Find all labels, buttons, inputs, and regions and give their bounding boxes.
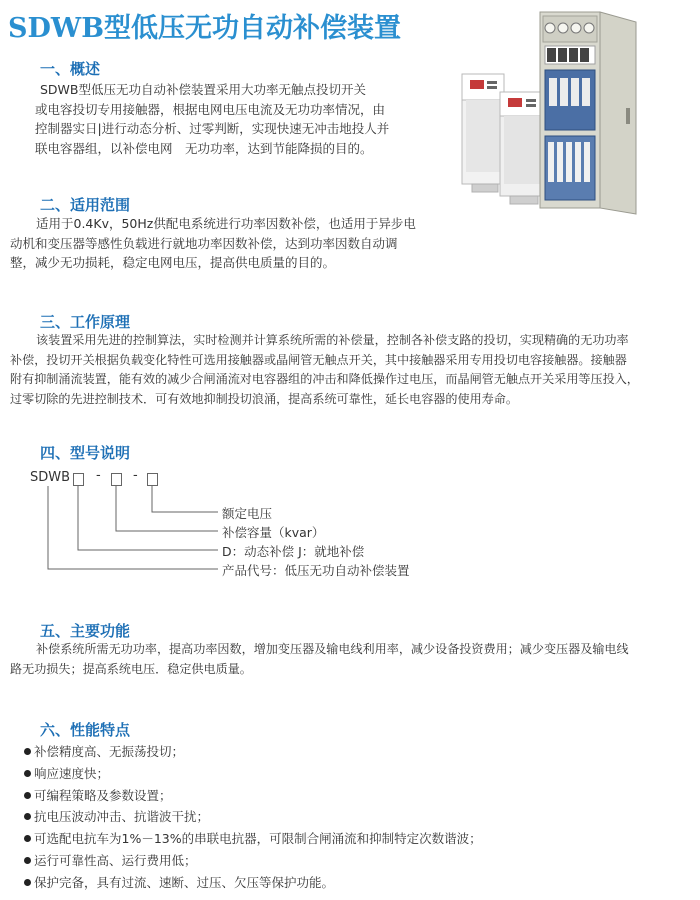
model-label-product-code: 产品代号：低压无功自动补偿装置 [222,563,410,578]
bullet-icon [24,792,31,799]
principle-line: 补偿，投切开关根据负载变化特性可选用接触器或晶闸管无触点开关，其中接触器采用专用投切电容接触器。接触器 [10,352,627,367]
overview-line: 控制器实日|进行动态分析、过零判断，实现快速无冲击地投人并 [35,121,390,136]
feature-text: 保护完备，具有过流、速断、过压、欠压等保护功能。 [34,874,335,890]
overview-heading: 一、概述 [40,60,101,78]
bullet-icon [24,879,31,886]
scope-line: 动机和变压器等感性负载进行就地功率因数补偿，达到功率因数自动调 [10,235,398,251]
functions-text [10,640,629,679]
list-item [24,828,482,850]
switchgear-cabinet [540,12,600,208]
model-label-capacity: 补偿容量（kvar） [222,525,325,540]
principle-text [10,331,639,409]
list-item [24,763,482,785]
principle-line: 过零切除的先进控制技术．可有效地抑制投切浪涌，提高系统可靠性，延长电容器的使用寿命。 [10,391,518,406]
scope-heading: 二、适用范围 [40,196,131,214]
principle-heading: 三、工作原理 [40,313,131,331]
list-item [24,806,482,828]
cabinet-door [600,12,636,214]
model-code-dash: - [96,468,101,483]
features-list [24,741,482,894]
bullet-icon [24,813,31,820]
capacitor-unit-right [500,92,544,204]
model-label-compensation-type: D：动态补偿 J：就地补偿 [222,544,365,559]
overview-line: SDWB型低压无功自动补偿装置采用大功率无触点投切开关 [40,82,366,97]
scope-text [10,214,416,273]
model-code-dash: - [133,468,138,483]
principle-line: 该装置采用先进的控制算法，实时检测并计算系统所需的补偿量，控制各补偿支路的投切，实现精确的无功功率 [36,333,629,347]
functions-line: 路无功损失；提高系统电压．稳定供电质量。 [10,661,252,676]
page-title: SDWB型低压无功自动补偿装置 [8,13,402,44]
feature-text: 抗电压波动冲击、抗谐波干扰； [34,809,210,825]
principle-line: 附有抑制涌流装置，能有效的减少合闸涌流对电容器组的冲击和降低操作过电压，而晶闸管无触点开关采用等压投入， [10,372,639,386]
overview-line: 或电容投切专用接触器，根据电网电压电流及无功功率情况，由 [35,101,386,117]
overview-line: 联电容器组，以补偿电网 无功功率，达到节能降损的目的。 [35,140,373,156]
scope-line: 适用于0.4Kv，50Hz供配电系统进行功率因数补偿，也适用于异步电 [36,216,416,231]
list-item [24,741,482,763]
list-item [24,785,482,807]
feature-text: 运行可靠性高、运行费用低； [34,852,197,868]
model-label-voltage: 额定电压 [222,506,273,521]
list-item [24,872,482,894]
feature-text: 补偿精度高、无振荡投切； [34,744,185,759]
features-heading: 六、性能特点 [40,721,131,739]
bullet-icon [24,857,31,864]
model-code-diagram [0,460,460,590]
model-code-prefix: SDWB [30,470,71,485]
feature-text: 可编程策略及参数设置； [34,787,172,803]
capacitor-unit-left [462,74,504,192]
feature-text: 可选配电抗车为1%－13%的串联电抗器，可限制合闸涌流和抑制特定次数谐波； [34,831,482,847]
bullet-icon [24,835,31,842]
list-item [24,850,482,872]
scope-line: 整，减少无功损耗，稳定电网电压，提高供电质量的目的。 [10,255,336,270]
overview-text [35,80,389,158]
bullet-icon [24,748,31,755]
model-heading: 四、型号说明 [40,444,131,462]
feature-text: 响应速度快； [34,765,110,781]
functions-heading: 五、主要功能 [40,622,131,640]
product-illustration [448,8,640,220]
bullet-icon [24,770,31,777]
functions-line: 补偿系统所需无功功率，提高功率因数，增加变压器及输电线利用率，减少设备投资费用；减少变压器及输电线 [36,642,629,656]
